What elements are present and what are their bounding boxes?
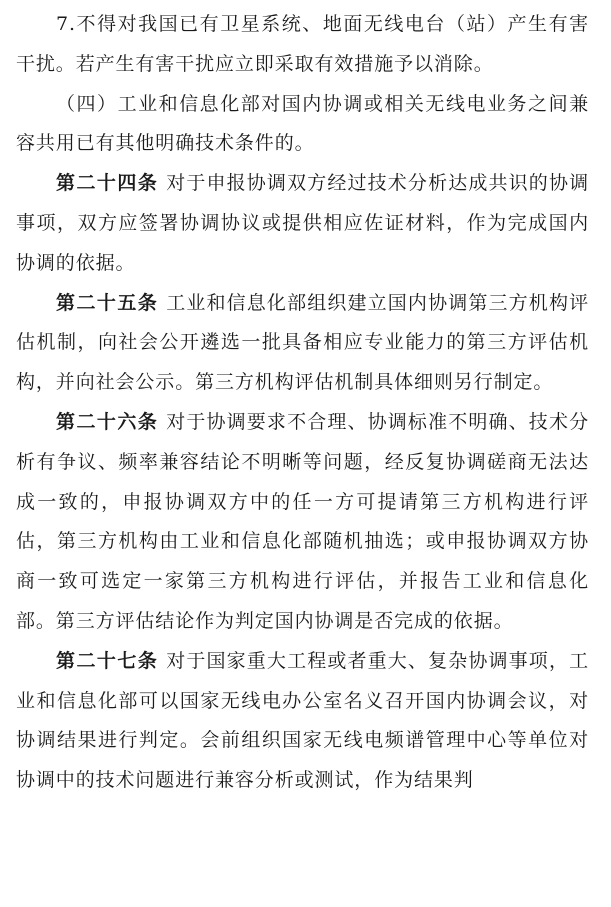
paragraph-item-7 <box>16 5 589 85</box>
paragraph-text: 7.不得对我国已有卫星系统、地面无线电台（站）产生有害干扰。若产生有害干扰应立即采取有效措施予以消除。 <box>16 13 589 75</box>
article-label: 第二十七条 <box>56 649 159 672</box>
article-25 <box>16 284 589 403</box>
paragraph-text: （四）工业和信息化部对国内协调或相关无线电业务之间兼容共用已有其他明确技术条件的。 <box>16 92 589 155</box>
article-label: 第二十四条 <box>56 172 159 195</box>
article-label: 第二十五条 <box>56 291 159 314</box>
article-text: 工业和信息化部组织建立国内协调第三方机构评估机制，向社会公开遴选一批具备相应专业能力的第三方评估机构，并向社会公示。第三方机构评估机制具体细则另行制定。 <box>16 291 589 394</box>
article-text: 对于协调要求不合理、协调标准不明确、技术分析有争议、频率兼容结论不明晰等问题，经反复协调磋商无法达成一致的，申报协调双方中的任一方可提请第三方机构进行评估，第三方机构由工业和信息化部随机抽选；或申报协调双方协商一致可选定一家第三方机构进行评估，并报告工业和信息化部。第三方评估结论作为判定国内协调是否完成的依据。 <box>16 410 589 632</box>
article-24 <box>16 164 589 283</box>
paragraph-subsection-4 <box>16 85 589 165</box>
article-text: 对于国家重大工程或者重大、复杂协调事项，工业和信息化部可以国家无线电办公室名义召开国内协调会议，对协调结果进行判定。会前组织国家无线电频谱管理中心等单位对协调中的技术问题进行兼容分析或测试，作为结果判 <box>16 649 589 792</box>
article-26 <box>16 403 589 642</box>
document-page <box>16 0 589 801</box>
article-text: 对于申报协调双方经过技术分析达成共识的协调事项，双方应签署协调协议或提供相应佐证材料，作为完成国内协调的依据。 <box>16 172 589 274</box>
article-label: 第二十六条 <box>56 410 159 433</box>
article-27 <box>16 642 589 801</box>
